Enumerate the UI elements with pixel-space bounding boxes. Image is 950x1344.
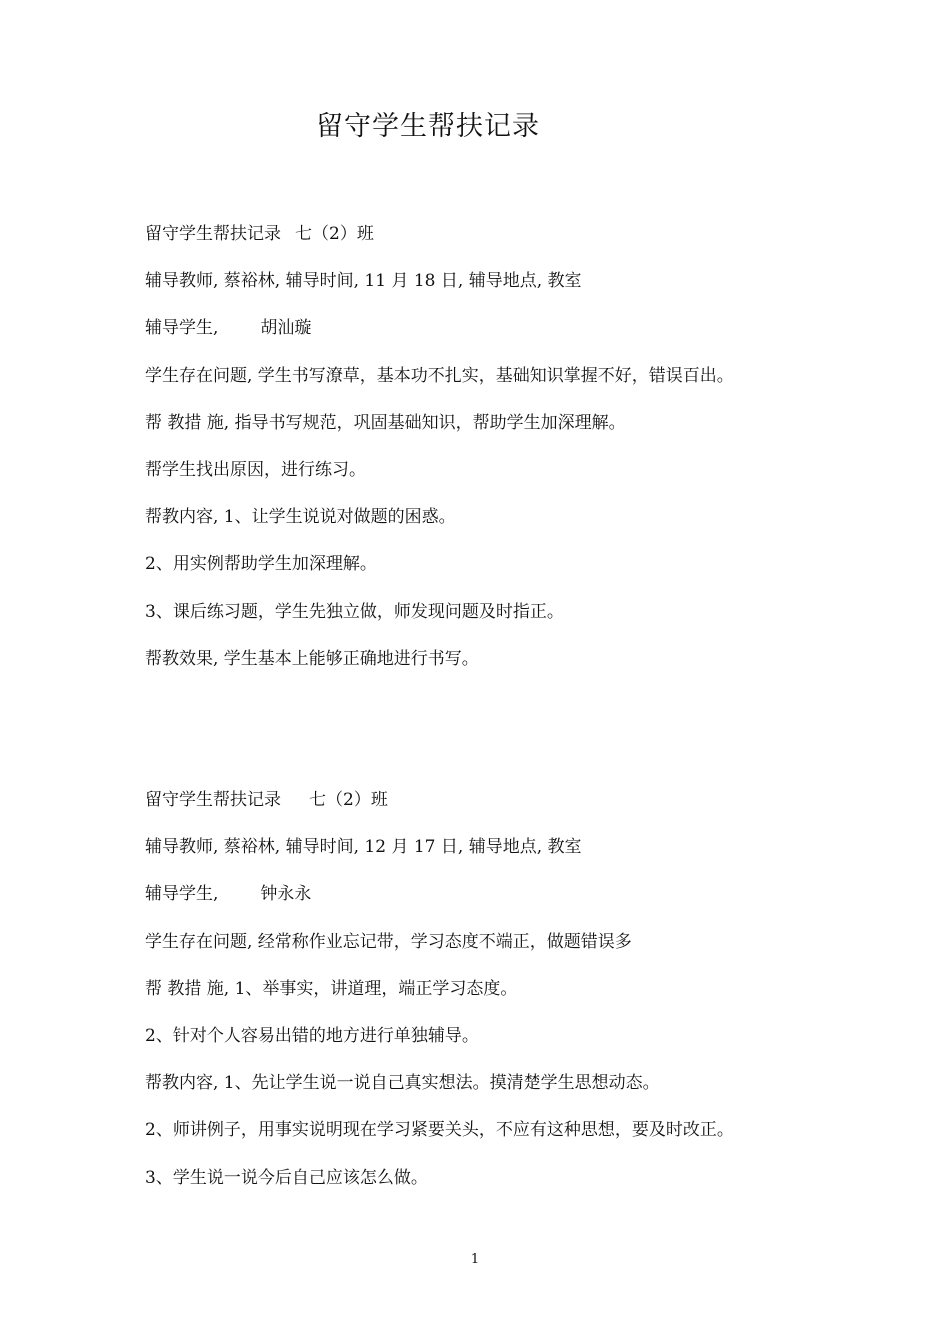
measure-line: 帮 教措 施, 指导书写规范，巩固基础知识，帮助学生加深理解。	[145, 412, 626, 433]
student-line	[145, 882, 865, 929]
content-line-3: 3、课后练习题，学生先独立做，师发现问题及时指正。	[145, 601, 564, 622]
content-line-1: 帮教内容, 1、让学生说说对做题的困惑。	[145, 507, 456, 528]
student-name: 钟永永	[260, 884, 312, 905]
page-title: 留守学生帮扶记录	[316, 111, 540, 142]
measure-line-2: 帮学生找出原因，进行练习。	[145, 459, 366, 480]
record-header	[145, 222, 865, 269]
record-1	[145, 222, 865, 694]
record-2	[145, 788, 865, 1213]
student-label: 辅导学生,	[145, 884, 219, 905]
effect-line: 帮教效果, 学生基本上能够正确地进行书写。	[145, 648, 479, 669]
content-line-3: 3、学生说一说今后自己应该怎么做。	[145, 1167, 428, 1188]
problem-line: 学生存在问题, 经常称作业忘记带，学习态度不端正，做题错误多	[145, 931, 632, 952]
record-class: 七（2）班	[309, 790, 388, 810]
record-header	[145, 788, 865, 835]
student-label: 辅导学生,	[145, 318, 219, 339]
content-line-2: 2、师讲例子，用事实说明现在学习紧要关头，不应有这种思想，要及时改正。	[145, 1120, 734, 1141]
record-class: 七（2）班	[295, 224, 374, 244]
student-name: 胡汕璇	[260, 318, 312, 339]
problem-line: 学生存在问题, 学生书写潦草，基本功不扎实，基础知识掌握不好，错误百出。	[145, 365, 734, 386]
measure-line-2: 2、针对个人容易出错的地方进行单独辅导。	[145, 1025, 479, 1046]
record-header-label: 留守学生帮扶记录	[145, 790, 281, 810]
teacher-line: 辅导教师, 蔡裕林, 辅导时间, 12 月 17 日, 辅导地点, 教室	[145, 837, 582, 858]
page-number: 1	[470, 1252, 480, 1267]
measure-line: 帮 教措 施, 1、举事实，讲道理，端正学习态度。	[145, 978, 518, 999]
record-header-label: 留守学生帮扶记录	[145, 224, 281, 244]
student-line	[145, 316, 865, 363]
content-line-2: 2、用实例帮助学生加深理解。	[145, 554, 377, 575]
content-line-1: 帮教内容, 1、先让学生说一说自己真实想法。摸清楚学生思想动态。	[145, 1073, 660, 1094]
teacher-line: 辅导教师, 蔡裕林, 辅导时间, 11 月 18 日, 辅导地点, 教室	[145, 271, 582, 292]
